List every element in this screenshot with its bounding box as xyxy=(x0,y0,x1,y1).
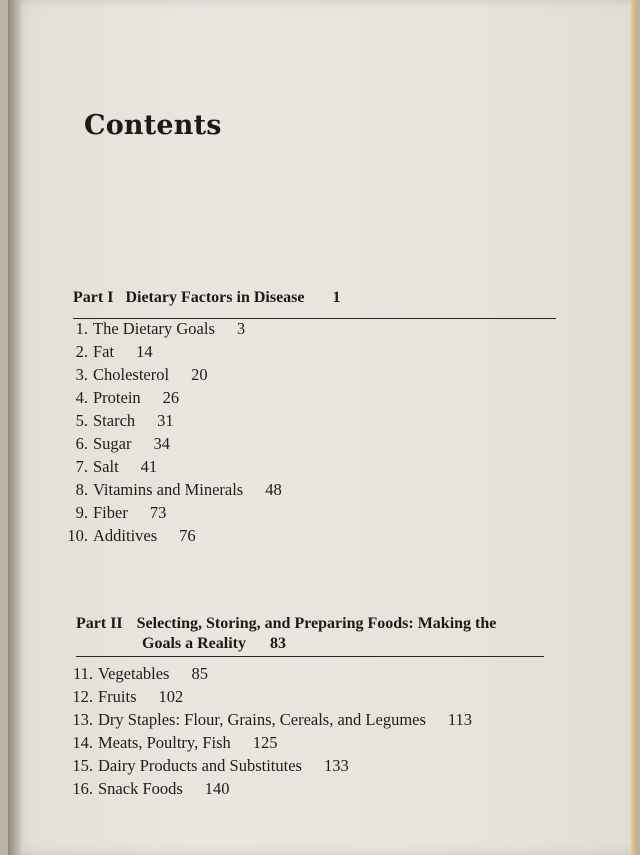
chapter-page: 48 xyxy=(265,480,282,499)
chapter-title: Fruits xyxy=(98,687,137,706)
part-2-title-line-2: Goals a Reality xyxy=(142,635,246,652)
chapter-title: Protein xyxy=(93,388,141,407)
chapter-entry xyxy=(63,708,472,731)
chapter-title: Fat xyxy=(93,342,115,361)
chapter-number: 12. xyxy=(72,687,93,706)
spine-shadow xyxy=(8,0,22,855)
chapter-number: 1. xyxy=(75,319,88,338)
chapter-page: 85 xyxy=(191,664,208,683)
chapter-number: 6. xyxy=(75,434,88,453)
part-2-title-line-1: Selecting, Storing, and Preparing Foods: Making the xyxy=(136,615,497,632)
chapter-page: 3 xyxy=(236,319,246,338)
chapter-page: 20 xyxy=(191,365,208,384)
part-1-chapter-list xyxy=(58,317,282,547)
part-1-heading xyxy=(73,288,341,308)
chapter-number: 4. xyxy=(75,388,88,407)
book-page xyxy=(8,0,636,855)
chapter-number: 10. xyxy=(67,526,88,545)
chapter-number: 16. xyxy=(72,779,93,798)
chapter-number: 9. xyxy=(75,503,88,522)
chapter-entry xyxy=(58,478,282,501)
chapter-number: 15. xyxy=(72,756,93,775)
page-edge xyxy=(630,0,636,855)
chapter-title: Cholesterol xyxy=(93,365,170,384)
chapter-number: 7. xyxy=(75,457,88,476)
chapter-title: Dairy Products and Substitutes xyxy=(98,756,302,775)
chapter-entry xyxy=(58,363,282,386)
part-2-page: 83 xyxy=(270,635,286,652)
chapter-page: 140 xyxy=(204,779,230,798)
chapter-title: The Dietary Goals xyxy=(93,319,215,338)
chapter-entry xyxy=(63,777,472,800)
chapter-number: 5. xyxy=(75,411,88,430)
chapter-page: 31 xyxy=(157,411,174,430)
chapter-number: 14. xyxy=(72,733,93,752)
chapter-page: 41 xyxy=(140,457,158,476)
chapter-entry xyxy=(58,455,282,478)
chapter-entry xyxy=(58,524,282,547)
part-1-title: Dietary Factors in Disease xyxy=(125,289,305,306)
part-2-label: Part II xyxy=(76,615,123,632)
part-2-chapter-list xyxy=(63,662,472,800)
chapter-number: 13. xyxy=(72,710,93,729)
part-2-rule xyxy=(76,656,544,657)
chapter-title: Meats, Poultry, Fish xyxy=(98,733,231,752)
part-1-page: 1 xyxy=(332,289,341,306)
chapter-page: 102 xyxy=(158,687,184,706)
part-1-label: Part I xyxy=(73,289,114,306)
chapter-title: Snack Foods xyxy=(98,779,183,798)
chapter-page: 14 xyxy=(136,342,153,361)
part-2-heading xyxy=(76,614,496,654)
chapter-number: 2. xyxy=(75,342,88,361)
chapter-title: Sugar xyxy=(93,434,132,453)
chapter-number: 11. xyxy=(72,664,93,683)
chapter-entry xyxy=(58,317,282,340)
chapter-entry xyxy=(58,386,282,409)
chapter-entry xyxy=(58,409,282,432)
chapter-entry xyxy=(63,731,472,754)
chapter-number: 3. xyxy=(75,365,88,384)
chapter-entry xyxy=(58,501,282,524)
chapter-entry xyxy=(58,432,282,455)
chapter-title: Vitamins and Minerals xyxy=(93,480,244,499)
chapter-title: Dry Staples: Flour, Grains, Cereals, and Legumes xyxy=(98,710,426,729)
chapter-title: Additives xyxy=(93,526,158,545)
chapter-page: 73 xyxy=(149,503,167,522)
chapter-number: 8. xyxy=(75,480,88,499)
chapter-title: Vegetables xyxy=(98,664,170,683)
chapter-entry xyxy=(58,340,282,363)
chapter-title: Salt xyxy=(93,457,119,476)
page-title: Contents xyxy=(84,110,222,141)
chapter-page: 76 xyxy=(179,526,196,545)
chapter-page: 125 xyxy=(252,733,278,752)
chapter-entry xyxy=(63,754,472,777)
chapter-entry xyxy=(63,662,472,685)
chapter-page: 26 xyxy=(162,388,180,407)
chapter-title: Fiber xyxy=(93,503,128,522)
chapter-page: 34 xyxy=(153,434,170,453)
chapter-page: 133 xyxy=(323,756,349,775)
chapter-entry xyxy=(63,685,472,708)
chapter-page: 113 xyxy=(447,710,473,729)
chapter-title: Starch xyxy=(93,411,136,430)
